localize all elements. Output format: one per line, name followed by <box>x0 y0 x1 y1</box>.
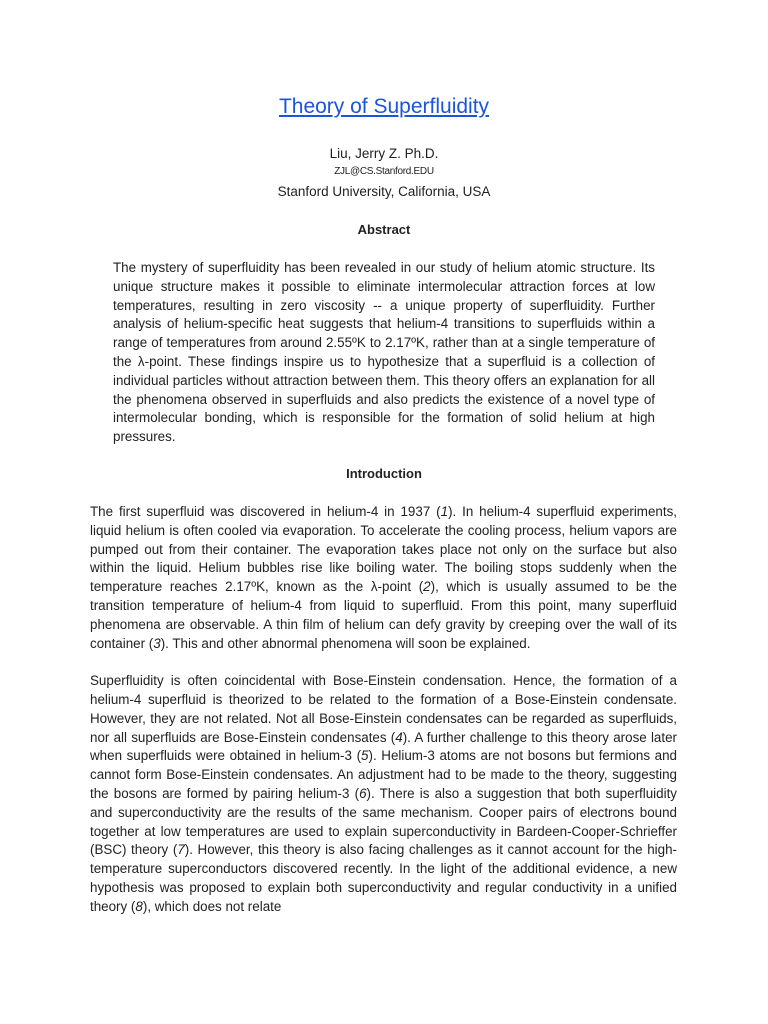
text-run: ). A further challenge to this theory arose later when superfluids were obtained in helium-3 ( <box>90 729 677 764</box>
text-run: ). In helium-4 superfluid experiments, liquid helium is often cooled via evaporation. To accelerate the cooling process, helium vapors are pumped out from their container. The evaporation takes place not only on the surface but also within the liquid. Helium bubbles rise like boiling water. The boiling stops suddenly when the temperature reaches 2.17ºK, known as the λ-point ( <box>90 504 677 595</box>
citation-ref: 8 <box>135 898 143 914</box>
citation-ref: 3 <box>153 635 161 651</box>
text-run: Superfluidity is often coincidental with Bose-Einstein condensation. Hence, the formation of a helium-4 superfluid is theorized to be related to the formation of a Bose-Einstein condensate. However, they are not related. Not all Bose-Einstein condensates can be regarded as superfluids, nor all superfluids are Bose-Einstein condensates ( <box>90 673 677 745</box>
citation-ref: 5 <box>361 748 369 764</box>
citation-ref: 1 <box>440 504 449 519</box>
introduction-paragraph-2 <box>90 672 677 916</box>
author-name: Liu, Jerry Z. Ph.D. <box>329 146 439 161</box>
paper-title-link[interactable]: Theory of Superfluidity <box>278 95 490 118</box>
text-run: ), which is usually assumed to be the transition temperature of helium-4 from liquid to superfluid. From this point, many superfluid phenomena are observable. A thin film of helium can defy gravity by creeping over the wall of its container ( <box>90 579 677 651</box>
citation-ref: 6 <box>359 785 367 801</box>
text-run: ). There is also a suggestion that both superfluidity and superconductivity are the results of the same mechanism. Cooper pairs of electrons bound together at low temperatures are used to explain superconductivity in Bardeen-Cooper-Schrieffer (BSC) theory ( <box>90 785 677 858</box>
text-run: The first superfluid was discovered in helium-4 in 1937 ( <box>90 504 441 519</box>
citation-ref: 7 <box>177 842 185 858</box>
abstract-text: The mystery of superfluidity has been revealed in our study of helium atomic structure. Its unique structure makes it possible to eliminate intermolecular attraction forces at low temperatures, resulting in zero viscosity -- a unique property of superfluidity. Further analysis of helium-specific heat suggests that helium-4 transitions to superfluids within a range of temperatures from around 2.55ºK to 2.17ºK, rather than at a single temperature of the λ-point. These findings inspire us to hypothesize that a superfluid is a collection of individual particles without attraction between them. This theory offers an explanation for all the phenomena observed in superfluids and also predicts the existence of a novel type of intermolecular bonding, which is responsible for the formation of solid helium at high pressures. <box>113 260 655 445</box>
introduction-paragraph-1 <box>90 503 677 653</box>
abstract-heading: Abstract <box>357 222 411 237</box>
text-run: ). Helium-3 atoms are not bosons but fermions and cannot form Bose-Einstein condensates. An adjustment had to be made to the theory, suggesting the bosons are formed by pairing helium-3 ( <box>90 748 677 801</box>
text-run: ), which does not relate <box>142 898 282 914</box>
citation-ref: 4 <box>395 729 403 745</box>
introduction-heading: Introduction <box>346 466 422 481</box>
text-run: ). This and other abnormal phenomena will soon be explained. <box>160 635 531 651</box>
author-email: ZJL@CS.Stanford.EDU <box>334 166 434 177</box>
introduction-body <box>90 503 677 916</box>
citation-ref: 2 <box>423 579 431 595</box>
author-affiliation: Stanford University, California, USA <box>277 184 491 199</box>
text-run: ). However, this theory is also facing challenges as it cannot account for the high-temperature superconductors discovered recently. In the light of the additional evidence, a new hypothesis was proposed to explain both superconductivity and regular conductivity in a unified theory ( <box>90 842 677 914</box>
